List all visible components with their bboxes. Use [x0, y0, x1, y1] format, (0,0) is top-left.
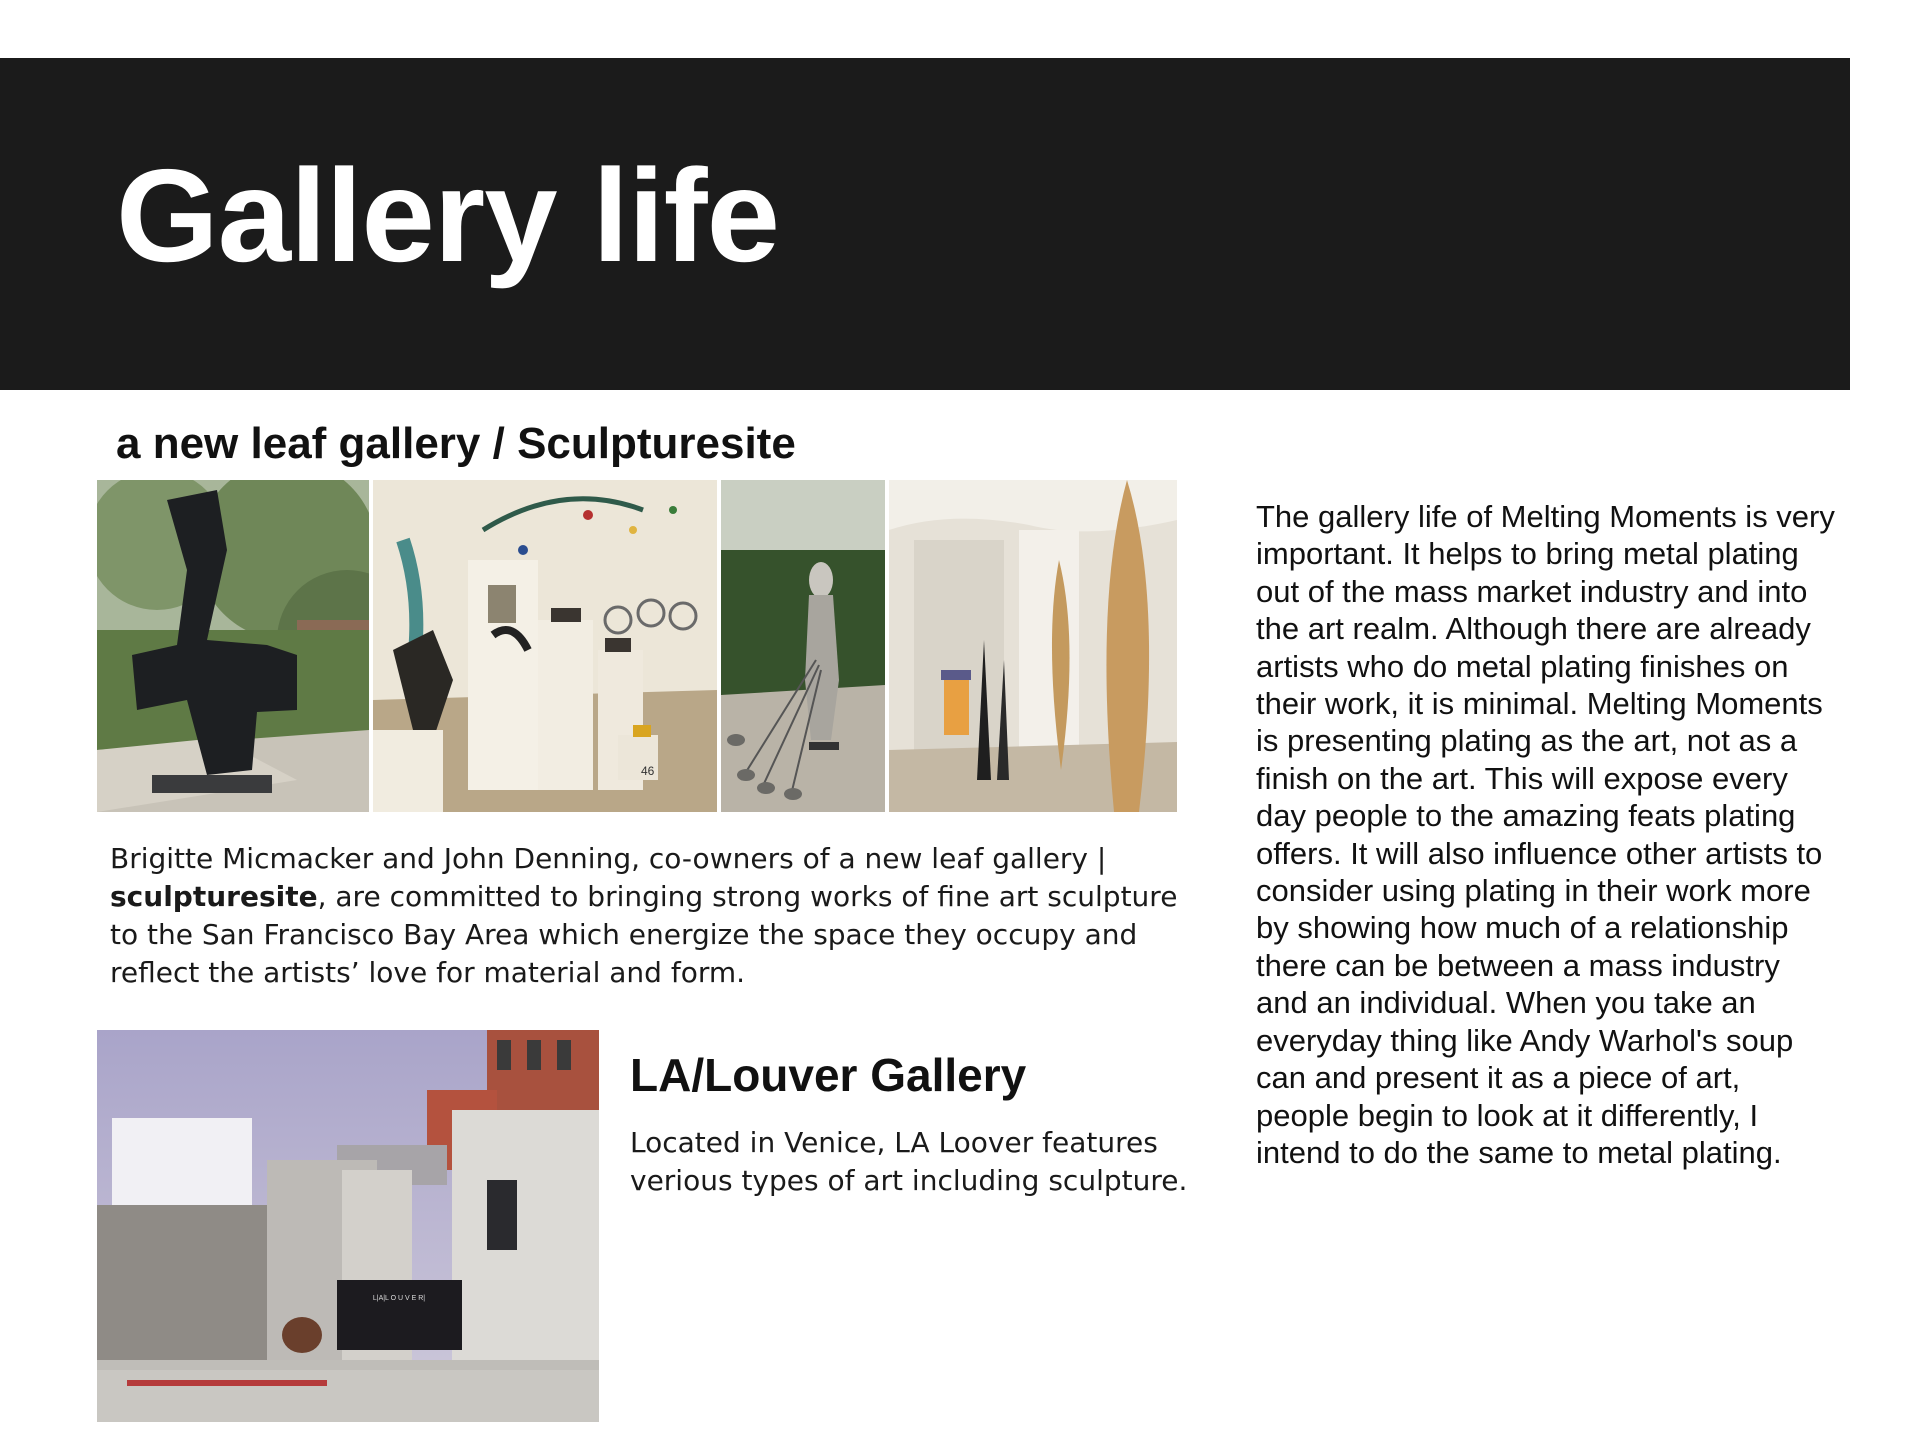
photo-la-louver-building [97, 1030, 599, 1422]
photo-label-number: 46 [641, 764, 655, 778]
la-louver-description: Located in Venice, LA Loover features verious types of art including sculpture. [630, 1126, 1188, 1197]
photo-tall-wooden-forms [889, 480, 1177, 812]
desc1-text-part1: Brigitte Micmacker and John Denning, co-owners of a new leaf gallery | [110, 842, 1107, 875]
desc1-text-part2: , are committed to bringing strong works of fine art sculpture to the San Francisco Bay Area which energize the space they occupy and reflect the artists’ love for material and form. [110, 880, 1178, 989]
photo-gallery-interior-mobile [373, 480, 717, 812]
photo-black-sculpture-garden [97, 480, 369, 812]
new-leaf-description [110, 840, 1190, 992]
la-louver-sign: L|A|L O U V E R| [372, 1295, 426, 1302]
photo-figure-sculpture-outdoor [721, 480, 885, 812]
section-heading-new-leaf: a new leaf gallery / Sculpturesite [116, 419, 796, 468]
desc1-text-bold: sculpturesite [110, 880, 318, 913]
slide-title: Gallery life [116, 142, 780, 289]
section-heading-la-louver: LA/Louver Gallery [630, 1049, 1027, 1101]
gallery-life-essay: The gallery life of Melting Moments is very important. It helps to bring metal plating out of the mass market industry and into the art realm. Although there are already artists who do metal plating finishes on their work, it is minimal. Melting Moments is presenting plating as the art, not as a finish on the art. This will expose every day people to the amazing feats plating offers. It will also influence other artists to consider using plating in their work more by showing how much of a relationship there can be between a mass industry and an individual. When you take an everyday thing like Andy Warhol's soup can and present it as a piece of art, people begin to look at it differently, I intend to do the same to metal plating. [1256, 499, 1835, 1170]
